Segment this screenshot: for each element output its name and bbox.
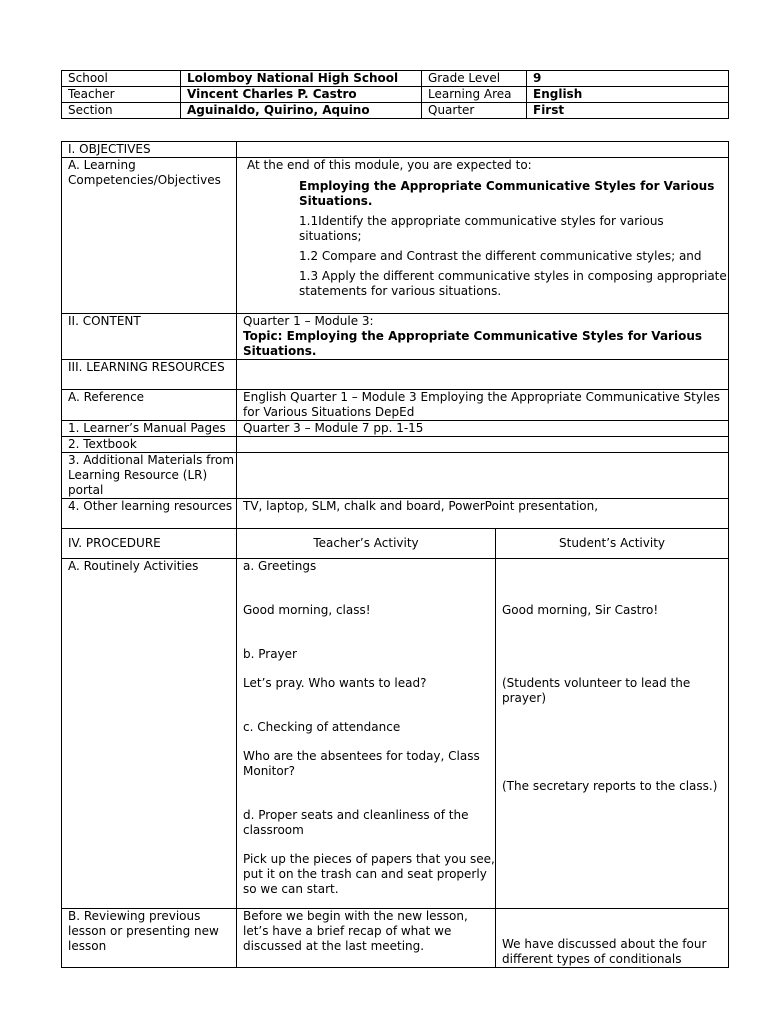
attendance-teacher: Who are the absentees for today, Class Monitor? (243, 749, 480, 778)
prayer-teacher: Let’s pray. Who wants to lead? (243, 676, 427, 690)
manual-label: 1. Learner’s Manual Pages (62, 421, 237, 437)
routine-student-cell (496, 559, 729, 909)
prayer-student: (Students volunteer to lead the prayer) (502, 676, 691, 705)
header-row-teacher (62, 87, 729, 103)
header-label-learning-area: Learning Area (422, 87, 527, 103)
objective-item: 1.3 Apply the different communicative styles in composing appropriate statements for various situations. (299, 269, 727, 298)
header-row-school (62, 71, 729, 87)
greetings-heading: a. Greetings (243, 559, 317, 573)
routine-activities-row (62, 559, 729, 909)
textbook-row (62, 437, 729, 453)
objectives-heading: I. OBJECTIVES (62, 142, 237, 158)
header-value-learning-area: English (527, 87, 729, 103)
manual-row (62, 421, 729, 437)
other-resources-value: TV, laptop, SLM, chalk and board, PowerPoint presentation, (237, 499, 729, 529)
lesson-plan-table (61, 141, 729, 968)
routine-label: A. Routinely Activities (62, 559, 237, 909)
header-row-section (62, 103, 729, 119)
textbook-label: 2. Textbook (62, 437, 237, 453)
header-label-teacher: Teacher (62, 87, 181, 103)
header-label-school: School (62, 71, 181, 87)
header-value-teacher: Vincent Charles P. Castro (181, 87, 422, 103)
objectives-row (62, 158, 729, 314)
manual-value: Quarter 3 – Module 7 pp. 1-15 (237, 421, 729, 437)
header-table (61, 70, 729, 119)
greetings-teacher: Good morning, class! (243, 603, 371, 617)
objectives-intro: At the end of this module, you are expected to: (247, 158, 532, 172)
additional-materials-label: 3. Additional Materials from Learning Resource (LR) portal (62, 453, 237, 499)
objectives-label: A. Learning Competencies/Objectives (62, 158, 237, 314)
content-cell (237, 314, 729, 360)
greetings-student: Good morning, Sir Castro! (502, 603, 659, 617)
header-value-section: Aguinaldo, Quirino, Aquino (181, 103, 422, 119)
header-value-school: Lolomboy National High School (181, 71, 422, 87)
teacher-activity-header: Teacher’s Activity (237, 529, 496, 559)
procedure-heading: IV. PROCEDURE (62, 529, 237, 559)
seats-heading: d. Proper seats and cleanliness of the classroom (243, 808, 469, 837)
other-resources-label: 4. Other learning resources (62, 499, 237, 529)
additional-materials-value (237, 453, 729, 499)
resources-heading-row (62, 360, 729, 390)
prayer-heading: b. Prayer (243, 647, 297, 661)
reference-value: English Quarter 1 – Module 3 Employing the Appropriate Communicative Styles for Various Situations DepEd (237, 390, 729, 421)
header-value-grade-level: 9 (527, 71, 729, 87)
objectives-heading-row (62, 142, 729, 158)
review-student: We have discussed about the four different types of conditionals (502, 937, 707, 966)
objectives-title: Employing the Appropriate Communicative Styles for Various Situations. (299, 179, 715, 208)
header-value-quarter: First (527, 103, 729, 119)
objectives-cell (237, 158, 729, 314)
other-resources-row (62, 499, 729, 529)
content-row (62, 314, 729, 360)
attendance-heading: c. Checking of attendance (243, 720, 401, 734)
content-topic: Topic: Employing the Appropriate Communicative Styles for Various Situations. (243, 329, 702, 358)
student-activity-header: Student’s Activity (496, 529, 729, 559)
routine-teacher-cell (237, 559, 496, 909)
reference-label: A. Reference (62, 390, 237, 421)
textbook-value (237, 437, 729, 453)
seats-teacher: Pick up the pieces of papers that you see, put it on the trash can and seat properly so we can start. (243, 852, 495, 896)
review-row (62, 909, 729, 968)
procedure-heading-row (62, 529, 729, 559)
objective-item: 1.2 Compare and Contrast the different communicative styles; and (299, 249, 702, 263)
objective-item: 1.1Identify the appropriate communicative styles for various situations; (299, 214, 664, 243)
review-student-cell (496, 909, 729, 968)
header-label-section: Section (62, 103, 181, 119)
reference-row (62, 390, 729, 421)
header-label-grade-level: Grade Level (422, 71, 527, 87)
resources-heading: III. LEARNING RESOURCES (62, 360, 237, 390)
header-label-quarter: Quarter (422, 103, 527, 119)
content-heading: II. CONTENT (62, 314, 237, 360)
review-teacher: Before we begin with the new lesson, let’s have a brief recap of what we discussed at the last meeting. (237, 909, 496, 968)
content-quarter-module: Quarter 1 – Module 3: (243, 314, 374, 328)
attendance-student: (The secretary reports to the class.) (502, 779, 718, 793)
additional-materials-row (62, 453, 729, 499)
review-label: B. Reviewing previous lesson or presenting new lesson (62, 909, 237, 968)
